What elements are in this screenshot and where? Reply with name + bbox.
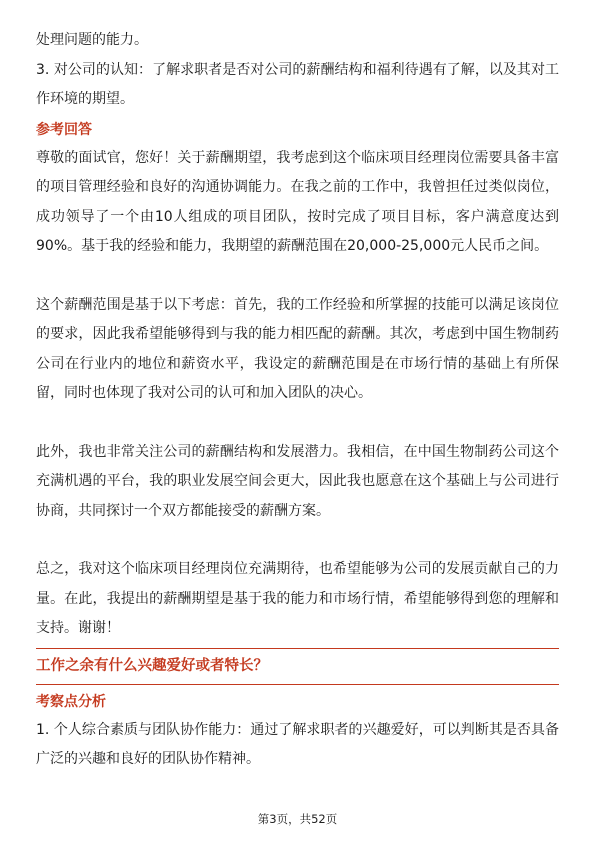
document-page <box>36 26 559 775</box>
answer-paragraph-1: 尊敬的面试官，您好！关于薪酬期望，我考虑到这个临床项目经理岗位需要具备丰富的项目管理经验和良好的沟通协调能力。在我之前的工作中，我曾担任过类似岗位，成功领导了一个由10人组成的项目团队，按时完成了项目目标，客户满意度达到90%。基于我的经验和能力，我期望的薪酬范围在20,000-25,000元人民币之间。 <box>36 149 559 254</box>
paragraph-gap <box>36 262 559 291</box>
page-number: 第3页，共52页 <box>257 812 338 826</box>
analysis-label: 考察点分析 <box>36 693 106 710</box>
answer-paragraph-2: 这个薪酬范围是基于以下考虑：首先，我的工作经验和所掌握的技能可以满足该岗位的要求，因此我希望能够得到与我的能力相匹配的薪酬。其次，考虑到中国生物制药公司在行业内的地位和薪资水平，我设定的薪酬范围是在市场行情的基础上有所保留，同时也体现了我对公司的认可和加入团队的决心。 <box>36 296 559 401</box>
intro-line: 处理问题的能力。 <box>36 32 148 48</box>
answer-label: 参考回答 <box>36 121 92 138</box>
paragraph-gap <box>36 526 559 555</box>
answer-paragraph-4: 总之，我对这个临床项目经理岗位充满期待，也希望能够为公司的发展贡献自己的力量。在此，我提出的薪酬期望是基于我的能力和市场行情，希望能够得到您的理解和支持。谢谢！ <box>36 561 559 636</box>
question-title: 工作之余有什么兴趣爱好或者特长？ <box>36 657 268 674</box>
point-3: 3. 对公司的认知：了解求职者是否对公司的薪酬结构和福利待遇有了解，以及其对工作环境的期望。 <box>36 61 559 107</box>
section-divider <box>36 648 559 649</box>
paragraph-gap <box>36 409 559 438</box>
analysis-point-1: 1. 个人综合素质与团队协作能力：通过了解求职者的兴趣爱好，可以判断其是否具备广泛的兴趣和良好的团队协作精神。 <box>36 721 559 767</box>
answer-paragraph-3: 此外，我也非常关注公司的薪酬结构和发展潜力。我相信，在中国生物制药公司这个充满机遇的平台，我的职业发展空间会更大，因此我也愿意在这个基础上与公司进行协商，共同探讨一个双方都能接受的薪酬方案。 <box>36 443 559 519</box>
section-divider <box>36 684 559 685</box>
